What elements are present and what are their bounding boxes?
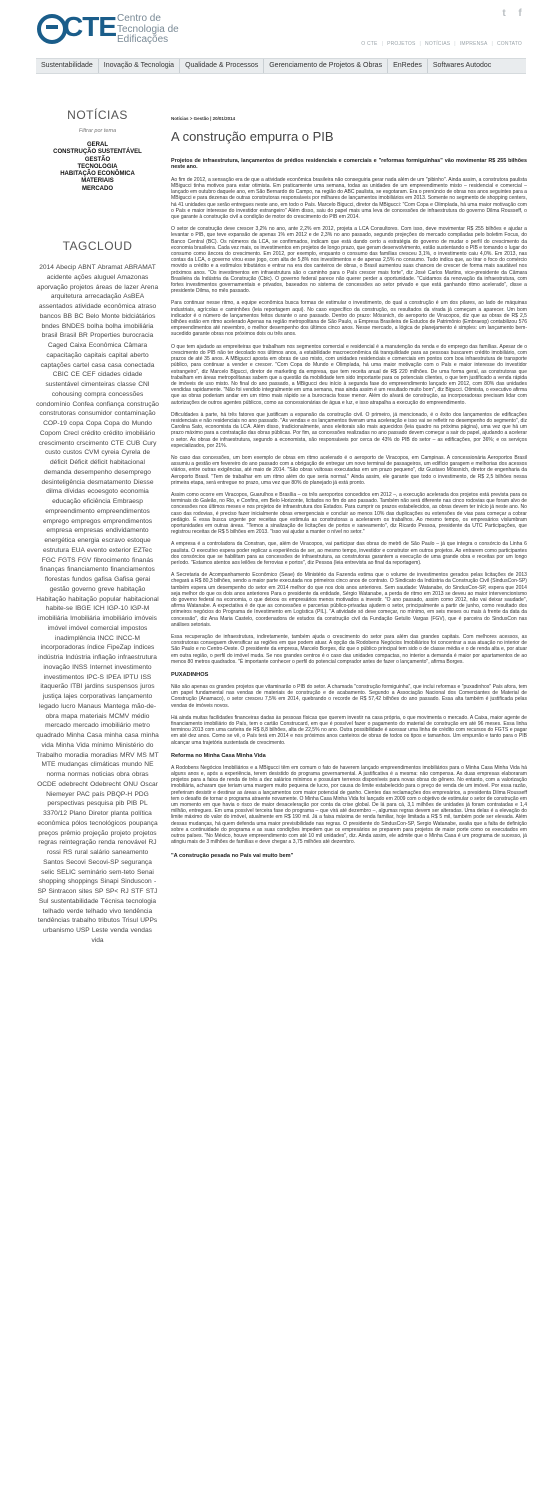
- article-paragraph: Para continuar nesse ritmo, a equipe econômica busca formas de estimular o investimento, do qual a construção é um dos pilares, ao lado de máquinas industriais, agrícolas e caminhões (leia reportagem aqui). No caso específico da construção, os resultados da virada já começam a aparecer. Um bom indicador é o número de lançamentos feitos durante o ano passado. Dentro do prazo: Mössnich, do aeroporto de Viracopos, diz que as obras de R$ 2,5 bilhões estão em ritmo acelerado Apenas na região metropolitana de São Paulo, a Empresa Brasileira de Estudos de Patrimônio (Embraesp) contabilizou 576 empreendimentos até novembro, o melhor desempenho dos últimos cinco anos. Nesse mercado, a lógica de planejamento é simples: um lançamento bem-sucedido garante obras nos próximos dois ou três anos.: [171, 300, 527, 338]
- article-title: A construção empurra o PIB: [171, 129, 334, 144]
- facebook-icon[interactable]: f: [518, 8, 522, 19]
- logo-text[interactable]: CTE: [63, 11, 116, 42]
- article-paragraph: Não são apenas os grandes projetos que vitaminarão o PIB do setor. A chamada "construção formiguinha", que inclui reformas e "puxadinhos" País afora, tem um papel fundamental nas vendas de materiais de construção e de acabamento. Segundo a Associação Nacional dos Comerciantes de Material de Construção (Anamaco), o setor cresceu 7,5% em 2014, quebrando o recorde de R$ 57,42 bilhões do ano passado. Essa alta também é justificada pelas vendas de imóveis novos.: [171, 684, 527, 709]
- nav-item-enredes[interactable]: EnRedes: [388, 59, 428, 73]
- category-mercado[interactable]: MERCADO: [82, 185, 113, 192]
- article-lead: Projetos de infraestrutura, lançamentos de prédios residenciais e comerciais e "reformas formiguinhas" vão movimentar R$ 255 bilhões neste ano.: [171, 158, 527, 171]
- social-links: [499, 9, 525, 19]
- twitter-icon[interactable]: t: [502, 8, 506, 19]
- article: [171, 116, 527, 859]
- article-paragraph: Essa recuperação de infraestrutura, indiretamente, também ajuda o crescimento do setor para além das grandes capitais. Com melhores acessos, as construtoras conseguem diversificar as regiões em que podem atuar. A opção da Rodobens Negócios Imobiliários foi concentrar a sua atuação no interior de São Paulo e no Centro-Oeste. O presidente da empresa, Marcelo Borges, diz que o público principal tem sido o de classe média e o de renda alta e, por atuar em outra região, o perfil do imóvel muda. Se nos grandes centros é o caso das unidades compactas, no interior a demanda é maior por apartamentos de ao menos 80 metros quadrados. "É importante conhecer o perfil do potencial comprador antes de fazer o lançamento", afirma Borges.: [171, 634, 527, 665]
- article-paragraph: A Secretaria de Acompanhamento Econômico (Seae) do Ministério da Fazenda estima que o volume de investimentos gerados pelas licitações de 2013 chegará a R$ 80,3 bilhões, sendo a maior parte executada nos primeiros cinco anos de contrato. O Sindicato da Indústria da Construção Civil (SindusCon-SP) também espera um desempenho do setor em 2014 melhor do que nos dois anos anteriores. Sem saudade: Watanabe, do SindusCon-SP, espera que 2014 seja melhor do que os dois anos anteriores Para o presidente da entidade, Sérgio Watanabe, a perda de ritmo em 2013 se deveu ao maior intervencionismo do governo federal na economia, o que deixou os empresários menos motivados a investir. "O ano passado, assim como 2012, não vai deixar saudade", afirma Watanabe. A expectativa é de que as concessões e parcerias público-privadas ajudem o setor, principalmente a partir de junho, como resultado dos primeiros negócios do Programa de Investimento em Logística (PIL). "A atividade só deve começar, no mínimo, em seis meses ou mais à frente da data da concessão", diz Ana Maria Castelo, coordenadora de estudos da construção civil da Fundação Getulio Vargas (FGV), que é parceira do SindusCon nas análises setoriais.: [171, 572, 527, 628]
- sidebar-title: NOTÍCIAS: [67, 108, 128, 122]
- filter-label: Filtrar por tema: [78, 128, 117, 134]
- category-tecnologia[interactable]: TECNOLOGIA: [77, 163, 118, 170]
- nav-item-inovacao[interactable]: Inovação & Tecnologia: [99, 59, 180, 73]
- category-geral[interactable]: GERAL: [87, 142, 108, 148]
- topnav-link-projetos[interactable]: PROJETOS: [387, 41, 416, 47]
- category-list: [36, 142, 159, 193]
- breadcrumb[interactable]: Notícias > Gestão | 20/01/2014: [171, 116, 236, 121]
- article-paragraph: Dificuldades à parte, há três fatores que justificam a expansão da construção civil. O primeiro, já mencionado, é o êxito dos lançamentos de edificações residenciais e não residenciais no ano passado. "As vendas e os lançamentos tiveram uma aceleração e isso vai se refletir no desempenho do segmento", diz Carolina Sato, economista da LCA. Além disso, tradicionalmente, anos eleitorais são mais aquecidos (leia quadro na próxima página), uma vez que há um prazo máximo para a contratação das obras públicas. Por fim, as concessões realizadas no ano passado devem começar a sair do papel, ajudando a acelerar o setor. As obras de infraestrutura, segundo a economista, são responsáveis por cerca de 43% do PIB do setor – as edificações, por 36%; e os serviços especializados, por 21%.: [171, 411, 527, 449]
- tagcloud-title: TAGCLOUD: [62, 239, 133, 254]
- top-navigation: O CTE | PROJETOS | NOTÍCIAS | IMPRENSA | CONTATO: [361, 41, 522, 47]
- logo-subtitle: Centro de Tecnologia de Edificações: [117, 13, 179, 45]
- topnav-link-noticias[interactable]: NOTÍCIAS: [425, 41, 451, 47]
- category-materiais[interactable]: MATERIAIS: [81, 178, 114, 185]
- article-paragraph: O setor de construção deve crescer 3,2% no ano, ante 2,2% em 2012, projeta a LCA Consultores. Com isso, deve movimentar R$ 255 bilhões e ajudar a levantar o PIB, que teve expansão de apenas 1% em 2012 e de 2,3% no ano passado, segundo projeções do mercado compiladas pelo boletim Focus, do Banco Central (BC). Os números da LCA, se confirmados, indicam que está dando certo a estratégia do governo de mudar o perfil do crescimento da economia brasileira. Cada vez mais, os investimentos em projetos de longo prazo, que geram desenvolvimento, estão sustentando o PIB e tomando o lugar do consumo como âncora do crescimento. Em 2012, por exemplo, enquanto o consumo das famílias cresceu 3,1%, o investimento caiu 4,0%. Em 2013, nas contas da LCA, o governo virou esse jogo, com alta de 5,8% nos investimentos e de apenas 2,5% no consumo. Tudo indica que, ao tirar o foco do comércio movido a crédito e a estímulos tributários e entrar na era dos canteiros de obras, o Brasil aumentou suas chances de crescer de forma mais saudável nos próximos anos. "Os investimentos em infraestrutura são o caminho para o País crescer mais forte", diz José Carlos Martins, vice-presidente da Câmara Brasileira da Indústria da Construção (Cbic). O governo federal parece não querer perder a oportunidade. "Cuidamos da renovação da infraestrutura, com fortes investimentos governamentais e privados, baseados no sistema de concessões ao setor privado e que está ganhando ritmo acelerado", disse a presidente Dilma, no mês passado.: [171, 226, 528, 295]
- nav-item-sustentabilidade[interactable]: Sustentabilidade: [36, 59, 99, 73]
- topnav-link-contato[interactable]: CONTATO: [496, 41, 522, 47]
- sidebar: [36, 108, 159, 946]
- article-paragraph: O que tem ajudado as empreiteiras que trabalham nos segmentos comercial e residencial é a manutenção da renda e do emprego das famílias. Apesar de o crescimento do PIB não ter decolado nos últimos anos, a estabilidade macroeconômica dá tranquilidade para as pessoas buscarem crédito imobiliário, com prazos de até 35 anos. A MBigucci aposta em obras de uso misto, com unidades residenciais e comerciais em pontos com boa infraestrutura de transporte público, para continuar a vender e crescer. "Com Copa do Mundo e Olimpíada, há uma maior motivação com o País e maior interesse do investidor estrangeiro", diz Marcelo Bigucci, diretor de marketing da empresa, que tem receita anual de R$ 220 milhões. De uma forma geral, as construtoras que trabalham em áreas metropolitanas sabem que a questão da mobilidade tem sido importante para os potenciais clientes, o que tem justificado a venda rápida de imóveis de uso misto. No final do ano passado, a MBigucci deu início à segunda fase do empreendimento lançado em 2012, com 80% das unidades vendidas rapidamente. "Não foi vendido integralmente em uma semana, mas ainda assim é um resultado muito bom", diz Bigucci. Otimista, o executivo afirma que as obras poderiam andar em um ritmo mais rápido se a burocracia fosse menor. Além do alvará de construção, as incorporadoras precisam lidar com autorizações de outros agentes públicos, como as concessionárias de água e luz, e isso atrapalha a execução do empreendimento.: [171, 343, 527, 406]
- tagcloud[interactable]: 2014 Abecip ABNT Abramat ABRAMAT acidente ações aluguel Amazonas aporvação projetos áreas de lazer Arena arquitetura arrecadação AsBEA assentados atividade econômica atraso bancos BB BC Belo Monte bidciátários bndes BNDES bolha bolha imobiliária brasil Brasil BR Properties burocracia Caged Caixa Econômica Câmara capacitação capitais capital aberto captações cartel casa casa conectada CBIC CE CEF cidades cidade sustentável cimenteiras classe CNI cohousing compra concessões condomínio Confea confiança construção construtoras consumidor contaminação COP-19 copa Copa Copa do Mundo Copom Crecl crédito crédito imobiliário crescimento crscimento CTE CUB Cury custo custos CVM cyreia Cyrela de déficit Déficit déficit habitacional demanda desempenho desemprego desinteligência desmatamento Diesse dilma dívidas ecoesgoto economia educação eficiência Embraesp empreendimento empreendimentos emprego empregos emprendimentos empresa empresas endividamento energética energia escravo estoque estrutura EUA evento exterior EZTec FGC FGTS FGV fibrocimento finanás finanças financiamento financiamentos florestas fundos gafisa Gafisa gerai gestão governo greve habitação Habitação habitação popular habitacional habite-se IBGE ICH IGP-10 IGP-M imobiliária Imobiliária imobiliário imóveis imóvel imóvel comercial impostos inadimplência INCC INCC-M incorporadoras índice FipeZap índices indústria Indústria inflação infraestrutura inovação INSS Internet investimento investimentos IPC-S IPEA IPTU ISS itaquerão ITBI jardins suspensos juros justiça lajes corporativas lançamento legado lucro Manaus Mantega mão-de-obra mapa materiais MCMV médio mercado mercado imobiliário metro quadrado Minha Casa minha casa minha vida Minha Vida mínimo Ministério do Trabalho moradia moradias MRV MS MT MTE mudanças climáticas mundo NE norma normas noticias obra obras OCDE odebrecht Odebrecht ONU Oscar Niemeyer PAC país PBQP-H PDG perspectivas pesquisa pib PIB PL 3370/12 Plano Diretor planta política econômica pólos tecnológicos poupança preços prêmio projeção projeto projetos regras reintegração renda renovável RJ rossi RS rural salário saneamento Santos Secovi Secovi-SP segurança selic SELIC seminário sem-teto Senai shopping shoppings Sinapi Sinduscon -SP Sintracon sites SP SP< RJ STF STJ Sul sustentabilidade Técnisa tecnologia telhado verde telhado vivo tendência tendências trabalho tributos Trisul UPPs urbanismo USP Leste venda vendas vida: [36, 264, 159, 944]
- category-construcao-sustentavel[interactable]: CONSTRUÇÃO SUSTENTÁVEL: [53, 149, 142, 156]
- topnav-link-cte[interactable]: O CTE: [361, 41, 378, 47]
- article-paragraph: Ao fim de 2012, a sensação era de que a atividade econômica brasileira não conseguiria gerar nada além de um "pibinho". Ainda assim, a construtora paulista MBigucci tinha motivos para estar otimista. Em praticamente uma semana, todas as unidades de um empreendimento misto – residencial e comercial – lançado em outubro daquele ano, em São Bernardo do Campo, na região do ABC paulista, se esgotaram. Era o prenúncio de obras nos anos seguintes para a MBigucci e para dezenas de outras construtoras responsáveis por milhares de lançamentos imobiliários em 2013. Somente no segmento de shopping centers, há 41 unidades que serão entregues neste ano, em todo o País. Marcelo Bigucci, diretor da MBigucci: "Com Copa e Olimpíada, há uma maior motivação com o País e maior interesse do investidor estrangeiro" Além disso, saiu do papel mais uma leva de concessões de infraestrutura do governo Dilma Rousseff, o que garante à construção civil a condição de motor do crescimento do PIB em 2014.: [171, 176, 527, 221]
- category-habitacao-economica[interactable]: HABITAÇÃO ECONÔMICA: [60, 171, 135, 178]
- article-paragraph: No caso das concessões, um bom exemplo de obras em ritmo acelerado é o aeroporto de Viracopos, em Campinas. A concessionária Aeroportos Brasil assumiu a gestão em fevereiro do ano passado com a obrigação de entregar um novo terminal de passageiros, um edifício garagem e melhorias dos acessos viários, entre outras exigências, até maio de 2014. "São obras vultosas executadas em um prazo pequeno", diz Gustavo Mössnich, diretor de engenharia da Aeroporto Brasil. "Tem de trabalhar em um ritmo além do que seria normal." Ainda assim, ele garante que todo o investimento, de R$ 2,5 bilhões nessa primeira etapa, será entregue no prazo, uma vez que 80% do planejado já está pronto.: [171, 454, 527, 486]
- article-paragraph: A Rodobens Negócios Imobiliários e a MBigucci têm em comum o fato de haverem lançado empreendimentos imobiliários para o Minha Casa Minha Vida há alguns anos e, após a experiência, terem desistido do programa governamental. A justificativa é a mesma: não compensa. As duas empresas elaboraram projetos para a faixa de renda de três a dez salários mínimos e possuíam terrenos disponíveis para novas obras do gênero. No entanto, com a valorização imobiliária, acharam que teriam uma margem muito pequena de lucro, por causa do limite estabelecido para o preço de venda de um imóvel. Por essa razão, preferiram desistir e destinar as áreas a lançamentos com maior potencial de ganho. Cientes das reclamações dos empresários, a presidenta Dilma Rousseff tem o desafio de tornar o programa atraente novamente. O Minha Casa Minha Vida foi lançado em 2009 com o objetivo de estimular o setor de construção em um momento em que havia o risco de maior desaceleração por conta da crise global. De lá para cá, 3,1 milhões de unidades já foram contratadas e 1,4 milhão, entregues. Em uma possível terceira fase do programa – que virá até dezembro –, algumas regras devem ser alteradas. Uma delas é a elevação do limite máximo do valor do imóvel, atualmente em R$ 190 mil. Já a faixa máxima de renda familiar, hoje limitada a R$ 5 mil, também pode ser elevada. Além dessas mudanças, há quem defenda uma maior previsibilidade nas regras. O presidente do SindusCon-SP, Sergio Watanabe, avalia que a falta de definição sobre a continuidade do programa e as suas condições impedem que os empresários se preparem para projetos de maior porte como os executados em outros países. "No México, houve empreendimento com até 10 mil unidades", diz. Ainda assim, ele admite que o Minha Casa é um programa de sucesso, já atingiu mais de 3 milhões de famílias e deve chegar a 3,75 milhões até dezembro.: [171, 764, 527, 846]
- site-header: [0, 0, 560, 58]
- nav-item-qualidade[interactable]: Qualidade & Processos: [180, 59, 264, 73]
- section-heading: "A construção pesada no País vai muito bem": [171, 852, 294, 859]
- nav-item-gerenciamento[interactable]: Gerenciamento de Projetos & Obras: [264, 59, 388, 73]
- category-gestao[interactable]: GESTÃO: [84, 156, 111, 163]
- article-paragraph: A empresa é a controladora da Constran, que, além de Viracopos, vai participar das obras do metrô de São Paulo – já que integra o consórcio da Linha 6 paulista. O executivo espera poder replicar a experiência de ser, ao mesmo tempo, investidor e construtor em outros projetos. Ao entrarem como participantes dos consórcios que se habilitam para as concessões de infraestrutura, as construtoras garantem a execução de uma grande obra e receitas por um longo período. "Estamos atentos aos leilões de ferrovias e portos", diz Pessoa (leia entrevista ao final da reportagem).: [171, 541, 527, 566]
- main-navigation: [36, 58, 526, 74]
- nav-item-softwares[interactable]: Softwares Autodoc: [432, 62, 492, 69]
- article-paragraph: Há ainda muitas facilidades financeiras dadas às pessoas físicas que querem investir na casa própria, o que movimenta o mercado. A Caixa, maior agente de financiamento imobiliário do País, tem o cartão Construcard, em que é possível fazer o pagamento do material de construção em até 96 meses. Essa linha terminou 2013 com uma carteira de R$ 8,8 bilhões, alta de 22,5% no ano. Outra possibilidade é acessar uma linha de crédito com recursos do FGTS e pagar em até dez anos. Como se vê, o País terá em 2014 e nos próximos anos canteiros de obras de todos os tipos e tamanhos. Um empurrão e tanto para o PIB alcançar uma trajetória sustentada de crescimento.: [171, 714, 527, 746]
- section-heading: Reforma no Minha Casa Minha Vida: [171, 752, 266, 759]
- article-paragraph: Assim como ocorre em Viracopos, Guarulhos e Brasília – os três aeroportos concedidos em 2012 –, a execução acelerada dos projetos está prevista para os terminais do Galeão, no Rio, e Confins, em Belo Horizonte, licitados no fim do ano passado. Também não será diferente nas cinco rodovias que foram alvo de concessões nos últimos meses e nos projetos de infraestrutura dos Estados. Para cumprir os prazos estabelecidos, as obras devem ter início já neste ano. No caso das rodovias, é preciso fazer inicialmente obras emergenciais e concluir ao menos 10% das duplicações ou extensões de vias para começar a cobrar pedágio. É essa busca urgente por receitas que estimula as construtoras a acelerarem os trabalhos. Ao mesmo tempo, os empresários vislumbram oportunidades em outras áreas. "Temos a sinalização de licitações de portos e saneamento", diz Ricardo Pessoa, presidente da UTC Participações, que registrou receitas de R$ 5 bilhões em 2013. "Isso vai ajudar a manter o nível no setor.": [171, 491, 527, 536]
- section-heading: PUXADINHOS: [171, 672, 209, 679]
- topnav-link-imprensa[interactable]: IMPRENSA: [459, 41, 488, 47]
